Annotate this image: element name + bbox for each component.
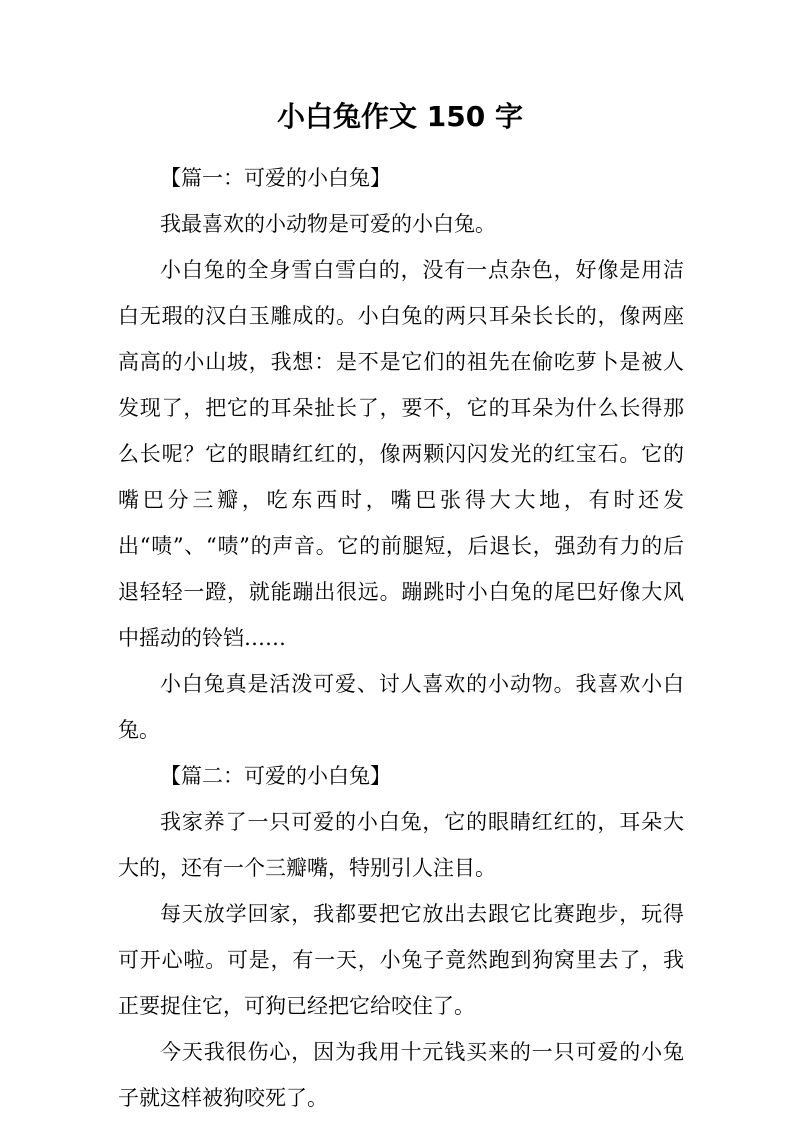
paragraph: 今天我很伤心，因为我用十元钱买来的一只可爱的小兔子就这样被狗咬死了。 [118,1040,684,1110]
document-body [118,155,684,1121]
document-title: 小白兔作文 150 字 [277,100,523,133]
paragraph: 小白兔的全身雪白雪白的，没有一点杂色，好像是用洁白无瑕的汉白玉雕成的。小白兔的两只耳朵长长的，像两座高高的小山坡，我想：是不是它们的祖先在偷吃萝卜是被人发现了，把它的耳朵扯长了，要不，它的耳朵为什么长得那么长呢？它的眼睛红红的，像两颗闪闪发光的红宝石。它的嘴巴分三瓣，吃东西时，嘴巴张得大大地，有时还发出“啧”、“啧”的声音。它的前腿短，后退长，强劲有力的后退轻轻一蹬，就能蹦出很远。蹦跳时小白兔的尾巴好像大风中摇动的铃铛…… [118,258,684,650]
paragraph: 我最喜欢的小动物是可爱的小白兔。 [160,212,496,236]
paragraph: 每天放学回家，我都要把它放出去跟它比赛跑步，玩得可开心啦。可是，有一天，小兔子竟然跑到狗窝里去了，我正要捉住它，可狗已经把它给咬住了。 [118,902,684,1018]
section-heading-1: 【篇一：可爱的小白兔】 [160,166,391,190]
paragraph: 小白兔真是活泼可爱、讨人喜欢的小动物。我喜欢小白兔。 [118,672,684,742]
section-heading-2: 【篇二：可爱的小白兔】 [160,764,391,788]
paragraph: 我家养了一只可爱的小白兔，它的眼睛红红的，耳朵大大的，还有一个三瓣嘴，特别引人注目。 [118,810,684,880]
